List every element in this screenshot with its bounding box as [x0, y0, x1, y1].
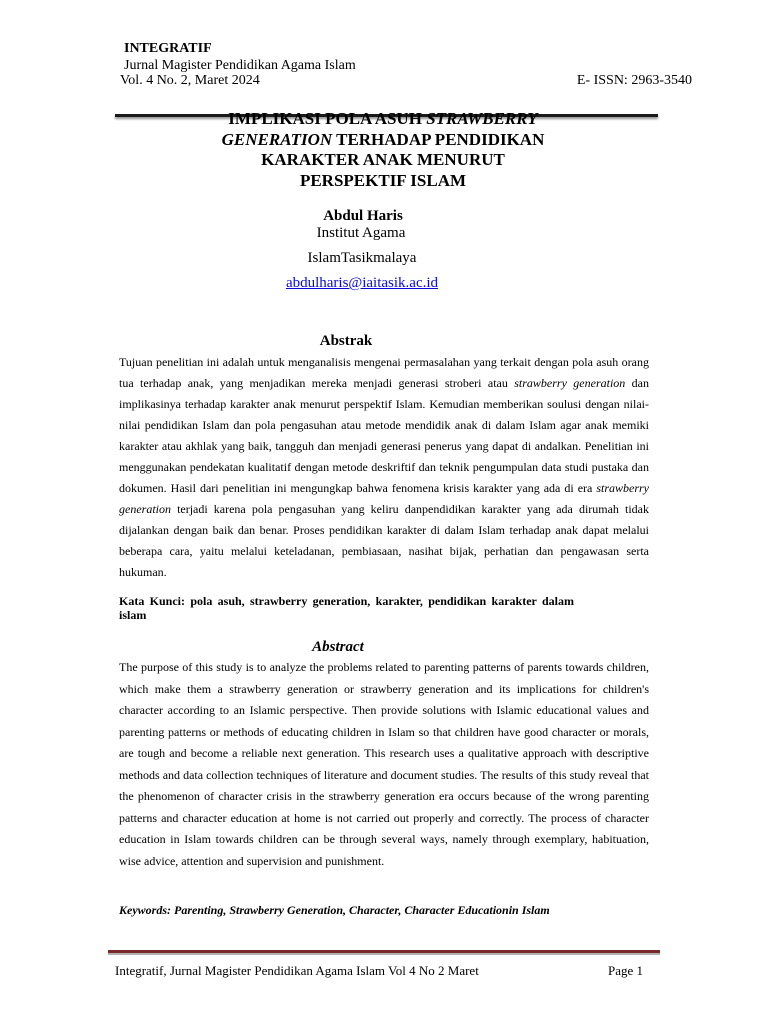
author-email-link[interactable]: abdulharis@iaitasik.ac.id	[285, 275, 439, 291]
abstrak-body: Tujuan penelitian ini adalah untuk menganalisis mengenai permasalahan yang terkait dengan pola asuh orang tua terhadap anak, yang menjadikan mereka menjadi generasi stroberi atau strawberry generation dan implikasinya terhadap karakter anak menurut perspektif Islam. Kemudian memberikan soulusi dengan nilai- nilai pendidikan Islam dan pola pengasuhan atau metode mendidik anak di dalam Islam agar anak memiki karakter atau akhlak yang baik, tangguh dan menjadi generasi penerus yang dapat di andalkan. Penelitian ini menggunakan pendekatan kualitatif dengan metode deskriftif dan teknik pengumpulan data studi pustaka dan dokumen. Hasil dari penelitian ini mengungkap bahwa fenomena krisis karakter yang ada di era strawberry generation terjadi karena pola pengasuhan yang keliru danpendidikan karakter yang ada dirumah tidak dijalankan dengan baik dan benar. Proses pendidikan karakter di dalam Islam terhadap anak dapat melalui beberapa cara, yaitu melalui keteladanan, pembiasaan, nasihat bijak, perhatian dan pengawasan serta hukuman.	[119, 355, 649, 579]
volume-issue: Vol. 4 No. 2, Maret 2024	[120, 73, 260, 88]
page-footer	[0, 958, 768, 978]
abstract-body: The purpose of this study is to analyze the problems related to parenting patterns of parents towards children, which make them a strawberry generation or strawberry generation and its implications for children's character according to an Islamic perspective. Then provide solutions with Islamic educational values and parenting patterns or methods of educating children in Islam so that children have good character or morals, are tough and become a reliable next generation. This research uses a qualitative approach with descriptive methods and data collection techniques of literature and document studies. The results of this study reveal that the phenomenon of character crisis in the strawberry generation era occurs because of the wrong parenting patterns and character education at home is not carried out properly and correctly. The process of character education in Islam towards children can be through several ways, namely through exemplary, habituation, wise advice, attention and supervision and punishment.	[119, 660, 649, 868]
author-affiliation-line-2: IslamTasikmalaya	[307, 250, 417, 266]
issn: E- ISSN: 2963-3540	[576, 73, 692, 88]
abstract-heading: Abstract	[312, 639, 364, 655]
title-line-3: KARAKTER ANAK MENURUT	[261, 150, 505, 169]
kata-kunci: Kata Kunci: pola asuh, strawberry generation, karakter, pendidikan karakter dalam islam	[119, 594, 574, 622]
journal-name: INTEGRATIF	[124, 41, 212, 56]
journal-subtitle: Jurnal Magister Pendidikan Agama Islam	[124, 58, 356, 73]
footer-journal-citation: Integratif, Jurnal Magister Pendidikan Agama Islam Vol 4 No 2 Maret	[115, 963, 479, 978]
footer-rule	[108, 950, 660, 955]
author-name: Abdul Haris	[323, 208, 403, 224]
footer-page-number: Page 1	[608, 963, 644, 978]
title-line-2: GENERATION TERHADAP PENDIDIKAN	[221, 129, 545, 149]
keywords: Keywords: Parenting, Strawberry Generation, Character, Character Educationin Islam	[119, 903, 550, 917]
abstrak-heading: Abstrak	[319, 333, 373, 349]
title-line-1: IMPLIKASI POLA ASUH STRAWBERRY	[228, 109, 538, 128]
author-affiliation-line-1: Institut Agama	[316, 225, 406, 241]
paper-title	[120, 109, 646, 191]
title-line-4: PERSPEKTIF ISLAM	[299, 170, 467, 190]
